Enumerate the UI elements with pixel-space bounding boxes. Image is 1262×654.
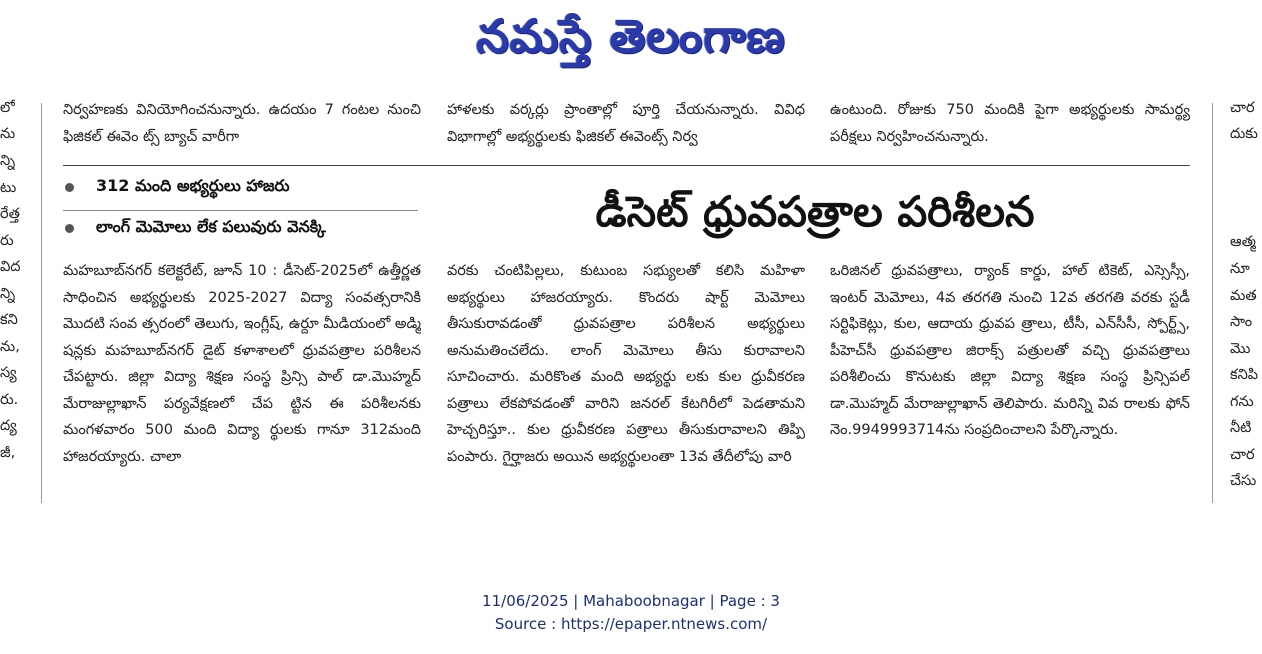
edge-word: టు (0, 180, 17, 196)
article-headline: డీసెట్ ధ్రువపత్రాల పరిశీలన (595, 187, 1035, 236)
article-column-2: వరకు చంటిపిల్లలు, కుటుంబ సభ్యులతో కలిసి మహిళా అభ్యర్థులు హాజరయ్యారు. కొందరు షార్ట్ మెమోలు తీసుకురావడంతో ధ్రువపత్రాల పరిశీలన అభ్యర్థులు అనుమతించలేదు. లాంగ్ మెమోలు తీసు కురావాలని సూచించారు. మరికొంత మంది అభ్యర్థు లకు కుల ధ్రువీకరణ పత్రాలు లేకపోవడంతో వారిని జనరల్ కేటగిరీలో పెడతామని హెచ్చరిస్తూ.. కుల ధ్రువీకరణ పత్రాలు తీసుకురావాలని తిప్పి పంపారు. గైర్హాజరు అయిన అభ్యర్థులంతా 13వ తేదీలోపు వారి (447, 263, 805, 465)
bullet-text: లాంగ్ మెమోలు లేక పలువురు వెనక్కి (96, 217, 326, 236)
article-column-3: ఒరిజినల్ ధ్రువపత్రాలు, ర్యాంక్ కార్డు, హాల్ టికెట్, ఎస్సెస్సీ, ఇంటర్ మెమోలు, 4వ తరగతి నుంచి 12వ తరగతి వరకు స్టడీ సర్టిఫికెట్లు, కుల, ఆదాయ ధ్రువప త్రాలు, టీసీ, ఎన్‌సీసీ, స్పోర్ట్స్, పీహెచ్‌సీ ధ్రువపత్రాల జిరాక్స్ పత్రులతో వచ్చి ధ్రువపత్రాలు పరిశీలించు కొనుటకు జిల్లా విద్యా శిక్షణ సంస్థ ప్రిన్సిపల్ డా.మొహ్మద్ మేరాజుల్లాఖాన్ తెలిపారు. మరిన్ని వివ రాలకు ఫోన్ నెం.9949993714ను సంప్రదించాలని పేర్కొన్నారు. (830, 263, 1190, 438)
edge-word: న్ని (0, 153, 16, 169)
article-column-1: మహబూబ్‌నగర్ కలెక్టరేట్, జూన్ 10 : డీసెట్-2025లో ఉత్తీర్ణత సాధించిన అభ్యర్థులకు 2025-2027 విద్యా సంవత్సరానికి మొదటి సంవ త్సరంలో తెలుగు, ఇంగ్లీష్, ఉర్దూ మీడియంలో అడ్మి షన్లకు మహబూబ్‌నగర్ డైట్ కళాశాలలో ధ్రువపత్రాల పరిశీలన చేపట్టారు. జిల్లా విద్యా శిక్షణ సంస్థ ప్రిన్సి పాల్ డా.మొహ్మద్ మేరాజుల్లాఖాన్ పర్యవేక్షణలో చేప ట్టిన ఈ పరిశీలనకు మంగళవారం 500 మంది విద్యా ర్థులకు గానూ 312మంది హాజరయ్యారు. చాలా (63, 263, 421, 465)
left-border-rule (41, 103, 42, 503)
edge-word: స్య (0, 365, 17, 381)
footer-source-line: Source : https://epaper.ntnews.com/ (494, 615, 768, 633)
edge-word: ను, (0, 339, 20, 355)
edge-word: సాం (1230, 314, 1253, 330)
bullet-icon (65, 224, 74, 233)
bullet-divider (63, 210, 418, 211)
edge-word: ద్య (0, 418, 17, 434)
edge-word: రు (0, 233, 14, 249)
article-separator (63, 165, 1190, 166)
prev-article-col1: నిర్వహణకు వినియోగించనున్నారు. ఉదయం 7 గంటల నుంచి ఫిజికల్ ఈవెం ట్స్ బ్యాచ్ వారీగా (63, 102, 421, 145)
edge-word: కని (0, 312, 18, 328)
edge-word: గను (1230, 394, 1254, 410)
edge-word: రేత్త (0, 206, 20, 222)
edge-word: రు. (0, 392, 19, 408)
prev-article-col2: హాళలకు వర్కర్లు ప్రాంతాల్లో పూర్తి చేయనున్నారు. వివిధ విభాగాల్లో అభ్యర్థులకు ఫిజికల్ ఈవెంట్స్ నిర్వ (447, 102, 805, 145)
edge-word: చేసు (1230, 473, 1257, 489)
bullet-text: 312 మంది అభ్యర్థులు హాజరు (96, 176, 290, 195)
prev-article-col3: ఉంటుంది. రోజుకు 750 మందికి పైగా అభ్యర్థులకు సామర్థ్య పరీక్షలు నిర్వహించనున్నారు. (830, 102, 1190, 145)
edge-word: లో (0, 100, 15, 116)
edge-word: ఆత్మ (1230, 234, 1256, 250)
edge-word: మత (1230, 288, 1257, 304)
edge-word: చార (1230, 447, 1255, 463)
bullet-icon (65, 183, 74, 192)
edge-word: జీ, (0, 445, 16, 461)
edge-word: దుకు (1230, 126, 1258, 142)
edge-word: చార (1230, 100, 1255, 116)
newspaper-logo: నమస్తే తెలంగాణ (476, 9, 786, 63)
highlight-bullet (65, 176, 290, 199)
masthead (0, 0, 1262, 78)
edge-word: న్ని (0, 286, 16, 302)
edge-word: విద (0, 259, 21, 275)
edge-word: కనిపి (1230, 367, 1259, 383)
edge-word: మొ (1230, 341, 1251, 357)
highlight-bullet (65, 217, 326, 240)
right-edge-fragments (1230, 95, 1262, 505)
right-border-rule (1212, 103, 1213, 503)
left-edge-fragments (0, 95, 22, 475)
edge-word: ను (0, 126, 16, 142)
edge-word: నీటి (1230, 420, 1252, 436)
footer-date-line: 11/06/2025 | Mahaboobnagar | Page : 3 (482, 592, 780, 610)
edge-word: నూ (1230, 261, 1250, 277)
